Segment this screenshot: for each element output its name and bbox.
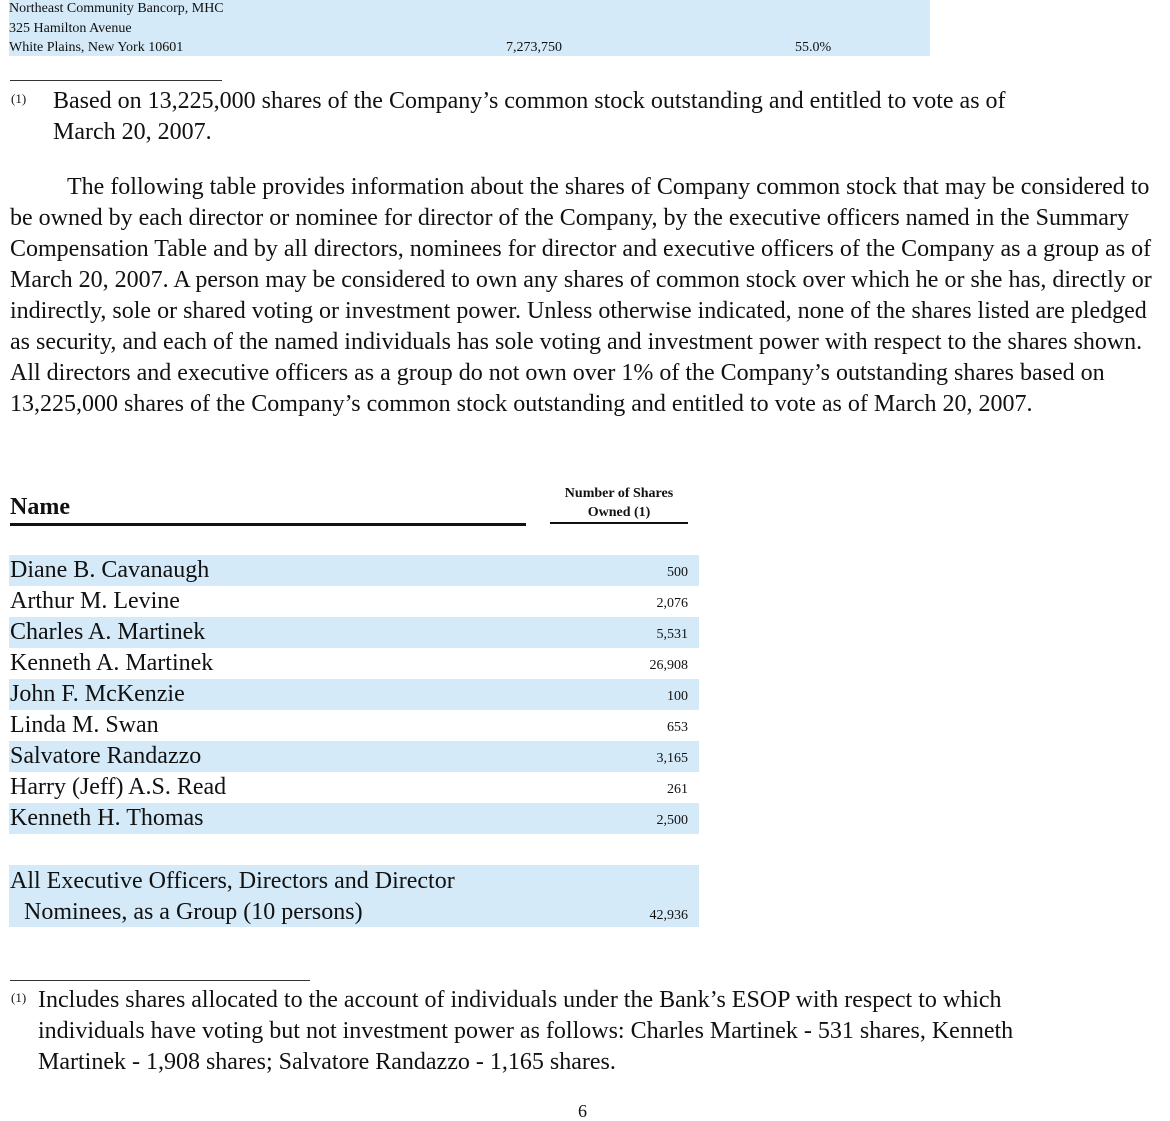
row-name: Charles A. Martinek — [10, 619, 206, 645]
table-header-shares-line2: Owned (1) — [587, 505, 651, 520]
row-name: Kenneth H. Thomas — [10, 805, 204, 831]
owner-name: Northeast Community Bancorp, MHC — [9, 1, 224, 16]
table-row — [9, 803, 699, 834]
total-shares: 42,936 — [649, 908, 688, 923]
owner-shares: 7,273,750 — [506, 40, 562, 55]
footnote-text-line3: Martinek - 1,908 shares; Salvatore Randazzo - 1,165 shares. — [38, 1049, 616, 1075]
table-header-name: Name — [10, 491, 526, 526]
footnote-text-line2: March 20, 2007. — [53, 119, 212, 145]
table-row — [9, 772, 699, 803]
table-row — [9, 586, 699, 617]
row-shares: 653 — [667, 720, 688, 735]
row-shares: 261 — [667, 782, 688, 797]
owner-address-street: 325 Hamilton Avenue — [9, 21, 132, 36]
row-name: Salvatore Randazzo — [10, 743, 202, 769]
row-name: Diane B. Cavanaugh — [10, 557, 210, 583]
table-row — [9, 648, 699, 679]
row-shares: 3,165 — [656, 751, 688, 766]
table-row — [9, 679, 699, 710]
table-row — [9, 617, 699, 648]
footnote-text-line2: individuals have voting but not investment power as follows: Charles Martinek - 531 shares, Kenneth — [38, 1018, 1014, 1044]
footnote-marker: (1) — [11, 990, 27, 1005]
body-paragraph: The following table provides information about the shares of Company common stock that may be considered to be owned by each director or nominee for director of the Company, by the executive officers named in the Summary Compensation Table and by all directors, nominees for director and executive officers of the Company as a group as of March 20, 2007. A person may be considered to own any shares of common stock over which he or she has, directly or indirectly, sole or shared voting or investment power. Unless otherwise indicated, none of the shares listed are pledged as security, and each of the named individuals has sole voting and investment power with respect to the shares shown. All directors and executive officers as a group do not own over 1% of the Company’s outstanding shares based on 13,225,000 shares of the Company’s common stock outstanding and entitled to vote as of March 20, 2007. — [10, 174, 1152, 417]
page-number: 6 — [578, 1101, 587, 1121]
footnote-divider — [10, 980, 310, 981]
row-name: Harry (Jeff) A.S. Read — [10, 774, 227, 800]
table-total-row — [9, 865, 699, 927]
owner-address-city: White Plains, New York 10601 — [9, 40, 184, 55]
total-label-line2: Nominees, as a Group (10 persons) — [24, 899, 363, 925]
row-shares: 5,531 — [656, 627, 688, 642]
table-row — [9, 555, 699, 586]
footnote-text-line1: Based on 13,225,000 shares of the Company’s common stock outstanding and entitled to vote as of — [53, 88, 1006, 114]
row-shares: 100 — [667, 689, 688, 704]
row-name: John F. McKenzie — [10, 681, 185, 707]
row-shares: 500 — [667, 565, 688, 580]
owner-percent: 55.0% — [795, 40, 832, 55]
table-header-shares — [550, 484, 688, 524]
footnote-divider — [10, 80, 222, 81]
footnote-marker: (1) — [11, 91, 27, 106]
row-name: Kenneth A. Martinek — [10, 650, 214, 676]
total-label-line1: All Executive Officers, Directors and Director — [10, 868, 455, 894]
principal-owner-row — [9, 0, 930, 56]
row-shares: 26,908 — [649, 658, 688, 673]
table-header-shares-line1: Number of Shares — [564, 486, 674, 501]
footnote-text-line1: Includes shares allocated to the account of individuals under the Bank’s ESOP with respect to which — [38, 987, 1002, 1013]
table-row — [9, 741, 699, 772]
row-name: Linda M. Swan — [10, 712, 159, 738]
row-shares: 2,500 — [656, 813, 688, 828]
row-shares: 2,076 — [656, 596, 688, 611]
table-row — [9, 710, 699, 741]
row-name: Arthur M. Levine — [10, 588, 180, 614]
